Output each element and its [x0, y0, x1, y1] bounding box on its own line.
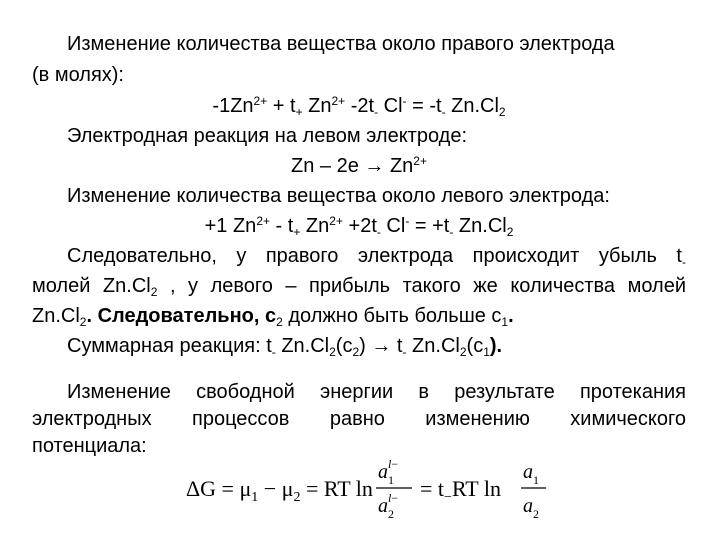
text-line-1 [32, 30, 720, 58]
line-11-text: Zn.Cl [406, 335, 460, 357]
line-4-text: Электродная реакция на левом электроде: [67, 125, 467, 147]
eq-part: Zn – 2e [291, 155, 365, 177]
line-1-text: Изменение количества вещества около правого электрода [67, 33, 615, 55]
right-arrow-icon: → [364, 155, 385, 177]
eq-part: Cl [380, 215, 406, 237]
text-line-11 [32, 332, 720, 360]
eq-sub: + [293, 225, 301, 239]
text-line-10 [32, 302, 686, 330]
line-10-text: . Следовательно, с [86, 305, 277, 327]
line-10-text: должно быть больше с [282, 305, 502, 327]
eq-sup: - [405, 214, 410, 228]
eq-sub: 2 [459, 345, 467, 359]
eq-part: Zn [384, 155, 414, 177]
eq-sub: - [682, 255, 686, 269]
eq-part: +1 Zn [204, 215, 257, 237]
eq-sub: 2 [498, 105, 506, 119]
eq-sub: - [441, 105, 446, 119]
eq-sub: - [449, 225, 454, 239]
eq-sub: 2 [352, 345, 360, 359]
eq-part: + t [267, 95, 296, 117]
line-9-text: , у левого – прибыль такого же количества молей [157, 275, 686, 297]
eq-sub: 2 [329, 345, 336, 359]
eq-sup: 2+ [331, 94, 346, 108]
line-2-text: (в молях): [32, 64, 124, 86]
eq-sup: - [402, 94, 407, 108]
eq-sub: - [376, 225, 381, 239]
eq-part: Zn.Cl [453, 215, 507, 237]
eq-sub: 1 [501, 315, 509, 329]
equation-electrode-reaction [32, 152, 686, 180]
line-13-text: электродных процессов равно изменению химического [32, 408, 686, 430]
eq-sub: 2 [506, 225, 514, 239]
line-12-text: Изменение свободной энергии в результате протекания [67, 381, 686, 403]
eq-sup: 2+ [329, 214, 343, 228]
eq-part: -1Zn [212, 95, 254, 117]
text-line-8 [32, 242, 686, 270]
line-9-text: молей Zn.Cl [32, 275, 151, 297]
fraction1-numerator: $a_1l-$ [378, 457, 399, 487]
eq-sub: 2 [79, 315, 87, 329]
formula-lhs: $\Delta G = \mu_1 - \mu_2$ = RT ln [186, 476, 373, 505]
line-6-text: Изменение количества вещества около левого электрода: [67, 185, 610, 207]
line-11-text: ). [489, 335, 503, 357]
eq-part: Cl [378, 95, 403, 117]
eq-part: = -t [406, 95, 442, 117]
line-11-text: (c [466, 335, 484, 357]
text-line-2 [32, 61, 686, 89]
text-line-4 [32, 122, 720, 150]
eq-sub: 1 [483, 345, 490, 359]
line-10-text: Zn.Cl [32, 305, 80, 327]
line-11-text: ) [359, 335, 372, 357]
line-10-text: . [508, 305, 514, 327]
gibbs-energy-formula [150, 456, 570, 526]
fraction2-numerator: $a_1$ [523, 461, 539, 487]
right-arrow-icon: → [371, 335, 392, 357]
eq-part: Zn [302, 95, 332, 117]
line-14-text: потенциала: [32, 435, 147, 457]
eq-part: Zn.Cl [445, 95, 499, 117]
eq-sup: 2+ [253, 94, 268, 108]
eq-part: - t [270, 215, 294, 237]
line-11-text: t [391, 335, 403, 357]
eq-part: Zn [300, 215, 330, 237]
equation-right-electrode [32, 92, 686, 120]
fraction2-denominator: $a_2$ [523, 495, 539, 521]
text-line-12 [32, 378, 686, 406]
eq-sub: + [295, 105, 303, 119]
line-8-text: Следовательно, у правого электрода происходит убыль t [67, 245, 682, 267]
eq-sup: 2+ [413, 154, 427, 168]
eq-sub: - [374, 105, 379, 119]
line-11-text: Суммарная реакция: t [67, 335, 272, 357]
eq-part: -2t [345, 95, 375, 117]
eq-sub: 2 [150, 285, 158, 299]
text-line-13 [32, 405, 686, 433]
eq-sub: - [402, 345, 407, 359]
line-11-text: Zn.Cl [275, 335, 330, 357]
line-11-text: (c [335, 335, 353, 357]
formula-rhs: = $t_-RT$ ln [420, 476, 501, 505]
eq-sup: 2+ [256, 214, 270, 228]
equation-left-electrode [32, 212, 686, 240]
eq-part: +2t [342, 215, 377, 237]
eq-sub: - [271, 345, 276, 359]
text-line-9 [32, 272, 686, 300]
eq-part: = +t [409, 215, 450, 237]
eq-sub: 2 [276, 315, 283, 329]
text-line-6 [32, 182, 720, 210]
fraction1-denominator: $a_2l-$ [378, 491, 399, 521]
